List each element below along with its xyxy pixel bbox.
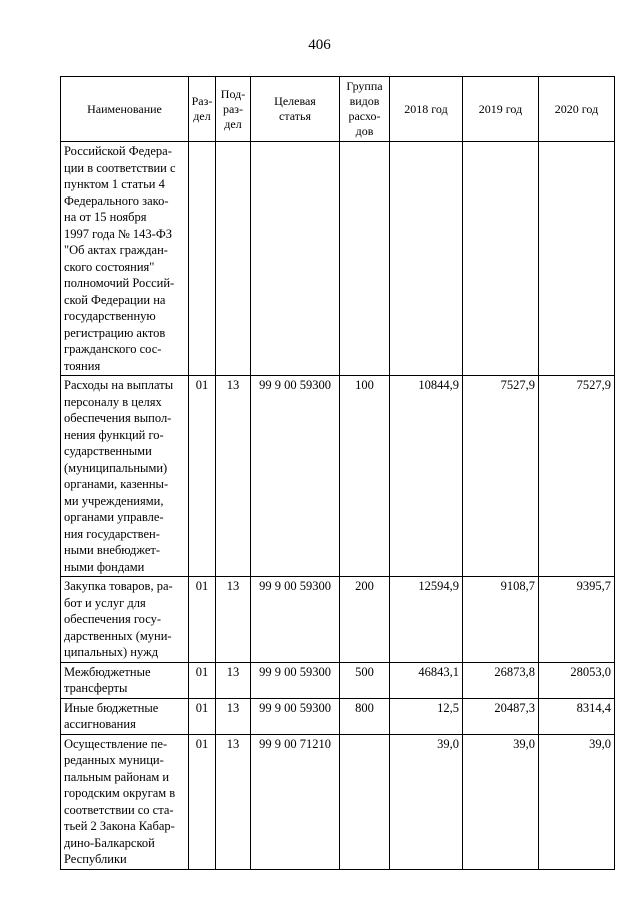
- row-2018: 12594,9: [390, 577, 463, 663]
- page-number: 406: [308, 37, 331, 53]
- table-row: [61, 698, 615, 734]
- row-2018: [390, 142, 463, 376]
- row-section: 01: [189, 577, 216, 663]
- row-2018: 39,0: [390, 734, 463, 869]
- row-subsection: 13: [216, 577, 251, 663]
- table-row: [61, 577, 615, 663]
- row-section: 01: [189, 698, 216, 734]
- header-group: Группа видов расхо- дов: [340, 77, 390, 142]
- row-group: 500: [340, 662, 390, 698]
- row-2020: [539, 142, 615, 376]
- row-2018: 10844,9: [390, 376, 463, 577]
- row-name: Межбюджетные трансферты: [61, 662, 189, 698]
- row-2020: 7527,9: [539, 376, 615, 577]
- table-row: [61, 734, 615, 869]
- row-target: 99 9 00 59300: [251, 376, 340, 577]
- row-subsection: 13: [216, 376, 251, 577]
- row-subsection: 13: [216, 662, 251, 698]
- row-name: Иные бюджетные ассигнования: [61, 698, 189, 734]
- row-name: Осуществление пе- реданных муници- пальным районам и городским округам в соответствии со ста- тьей 2 Закона Кабар- дино-Балкарской Республики: [61, 734, 189, 869]
- row-name: Закупка товаров, ра- бот и услуг для обеспечения госу- дарственных (муни- ципальных) нужд: [61, 577, 189, 663]
- row-2020: 28053,0: [539, 662, 615, 698]
- row-section: [189, 142, 216, 376]
- row-group: 100: [340, 376, 390, 577]
- header-target: Целевая статья: [251, 77, 340, 142]
- row-group: 200: [340, 577, 390, 663]
- table-row: [61, 662, 615, 698]
- row-2019: 39,0: [463, 734, 539, 869]
- row-group: [340, 142, 390, 376]
- header-name: Наименование: [61, 77, 189, 142]
- row-group: 800: [340, 698, 390, 734]
- row-2018: 46843,1: [390, 662, 463, 698]
- row-2019: 9108,7: [463, 577, 539, 663]
- table-row: [61, 142, 615, 376]
- row-group: [340, 734, 390, 869]
- row-subsection: 13: [216, 698, 251, 734]
- table-header-row: [61, 77, 615, 142]
- header-2020: 2020 год: [539, 77, 615, 142]
- row-2020: 8314,4: [539, 698, 615, 734]
- budget-table: [60, 76, 615, 870]
- row-subsection: 13: [216, 734, 251, 869]
- table-row: [61, 376, 615, 577]
- row-2019: 26873,8: [463, 662, 539, 698]
- row-section: 01: [189, 662, 216, 698]
- row-2019: [463, 142, 539, 376]
- row-target: 99 9 00 59300: [251, 662, 340, 698]
- row-target: [251, 142, 340, 376]
- row-2019: 20487,3: [463, 698, 539, 734]
- row-name: Российской Федера- ции в соответствии с пунктом 1 статьи 4 Федерального зако- на от 15 ноября 1997 года № 143-ФЗ "Об актах граждан- ского состояния" полномочий Россий- ской Федерации на государственную регистрацию актов гражданского сос- тояния: [61, 142, 189, 376]
- row-target: 99 9 00 59300: [251, 577, 340, 663]
- row-2018: 12,5: [390, 698, 463, 734]
- header-subsection: Под- раз- дел: [216, 77, 251, 142]
- header-2018: 2018 год: [390, 77, 463, 142]
- header-2019: 2019 год: [463, 77, 539, 142]
- row-section: 01: [189, 734, 216, 869]
- row-2020: 9395,7: [539, 577, 615, 663]
- row-target: 99 9 00 59300: [251, 698, 340, 734]
- row-target: 99 9 00 71210: [251, 734, 340, 869]
- header-section: Раз- дел: [189, 77, 216, 142]
- row-name: Расходы на выплаты персоналу в целях обеспечения выпол- нения функций го- сударственными (муниципальными) органами, казенны- ми учреждениями, органами управле- ния государствен- ными внебюджет- ными фондами: [61, 376, 189, 577]
- row-subsection: [216, 142, 251, 376]
- row-2020: 39,0: [539, 734, 615, 869]
- row-2019: 7527,9: [463, 376, 539, 577]
- row-section: 01: [189, 376, 216, 577]
